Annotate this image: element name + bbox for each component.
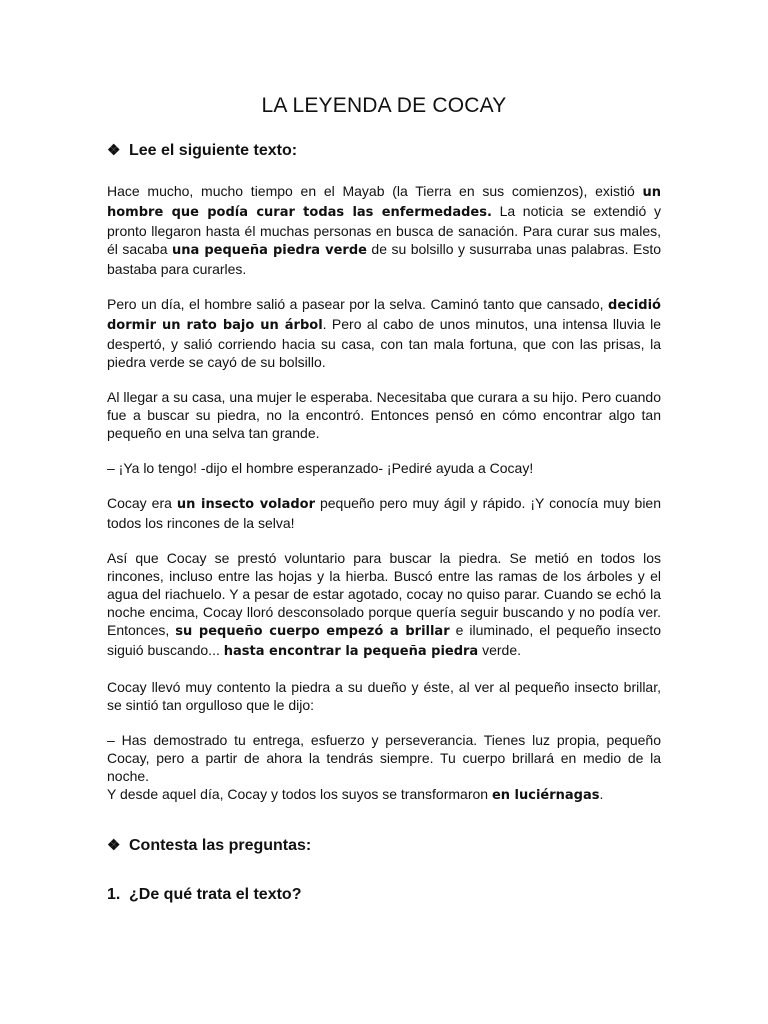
paragraph-text: Cocay era xyxy=(107,495,177,511)
story-paragraph-3: Al llegar a su casa, una mujer le esperaba. Necesitaba que curara a su hijo. Pero cuando fue a buscar su piedra, no la encontró. Entonces pensó en cómo encontrar algo tan pequeño en una selva tan grande. xyxy=(107,389,661,441)
paragraph-text: de su bolsillo y susurraba unas palabras. Esto bastaba para curarles. xyxy=(107,241,662,277)
question-text: ¿De qué trata el texto? xyxy=(129,886,302,903)
page-title: LA LEYENDA DE COCAY xyxy=(261,94,507,117)
bold-phrase: decidió dormir un rato bajo un árbol xyxy=(107,298,661,333)
bold-phrase: su pequeño cuerpo empezó a brillar xyxy=(175,624,450,639)
diamond-bullet-icon: ❖ xyxy=(107,837,121,854)
paragraph-text: La noticia se extendió y pronto llegaron hasta él muchas personas en busca de sanación. Para curar sus males, él sacaba xyxy=(107,203,661,257)
paragraph-text: pequeño pero muy ágil y rápido. ¡Y conocía muy bien todos los rincones de la selva! xyxy=(107,495,662,531)
paragraph-text: Así que Cocay se prestó voluntario para buscar la piedra. Se metió en todos los rincones, incluso entre las hojas y la hierba. Buscó entre las ramas de los árboles y el agua del riachuelo. Y a pesar de estar agotado, cocay no quiso parar. Cuando se echó la noche encima, Cocay lloró desconsolado porque quería seguir buscando y no podía ver. Entonces, xyxy=(107,550,661,638)
story-paragraph-1 xyxy=(107,182,661,278)
section-heading-read-label: Lee el siguiente texto: xyxy=(129,142,298,159)
bold-phrase: hasta encontrar la pequeña piedra xyxy=(223,644,479,659)
question-number: 1. xyxy=(107,886,121,903)
paragraph-text: Hace mucho, mucho tiempo en el Mayab (la Tierra en sus comienzos), existió xyxy=(107,183,643,199)
story-paragraph-6 xyxy=(107,549,661,661)
section-heading-questions xyxy=(107,836,311,855)
story-paragraph-2 xyxy=(107,295,661,371)
story-paragraph-9 xyxy=(107,785,661,805)
paragraph-text: e iluminado, el pequeño insecto siguió buscando... xyxy=(107,622,662,658)
paragraph-text: verde. xyxy=(478,642,522,658)
story-paragraph-7: Cocay llevó muy contento la piedra a su dueño y éste, al ver al pequeño insecto brillar, se sintió tan orgulloso que le dijo: xyxy=(107,679,661,713)
section-heading-questions-label: Contesta las preguntas: xyxy=(129,837,312,854)
bold-phrase: en luciérnagas xyxy=(491,788,600,803)
diamond-bullet-icon: ❖ xyxy=(107,142,121,159)
story-paragraph-8: – Has demostrado tu entrega, esfuerzo y perseverancia. Tienes luz propia, pequeño Cocay, pero a partir de ahora la tendrás siempre. Tu cuerpo brillará en medio de la noche. xyxy=(107,732,661,784)
paragraph-text: Pero un día, el hombre salió a pasear por la selva. Caminó tanto que cansado, xyxy=(107,296,609,312)
story-paragraph-5 xyxy=(107,494,661,532)
bold-phrase: una pequeña piedra verde xyxy=(171,243,367,258)
story-paragraph-4: – ¡Ya lo tengo! -dijo el hombre esperanzado- ¡Pediré ayuda a Cocay! xyxy=(107,460,534,476)
bold-phrase: un insecto volador xyxy=(176,497,316,512)
paragraph-text: Y desde aquel día, Cocay y todos los suyos se transformaron xyxy=(107,786,492,802)
section-heading-read xyxy=(107,141,297,160)
bold-phrase: un hombre que podía curar todas las enfermedades. xyxy=(107,185,661,220)
question-item xyxy=(107,886,301,904)
paragraph-text: . Pero al cabo de unos minutos, una intensa lluvia le despertó, y salió corriendo hacia su casa, con tan mala fortuna, que con las prisas, la piedra verde se cayó de su bolsillo. xyxy=(107,316,661,370)
story-text xyxy=(107,182,661,822)
paragraph-text: . xyxy=(599,786,604,802)
